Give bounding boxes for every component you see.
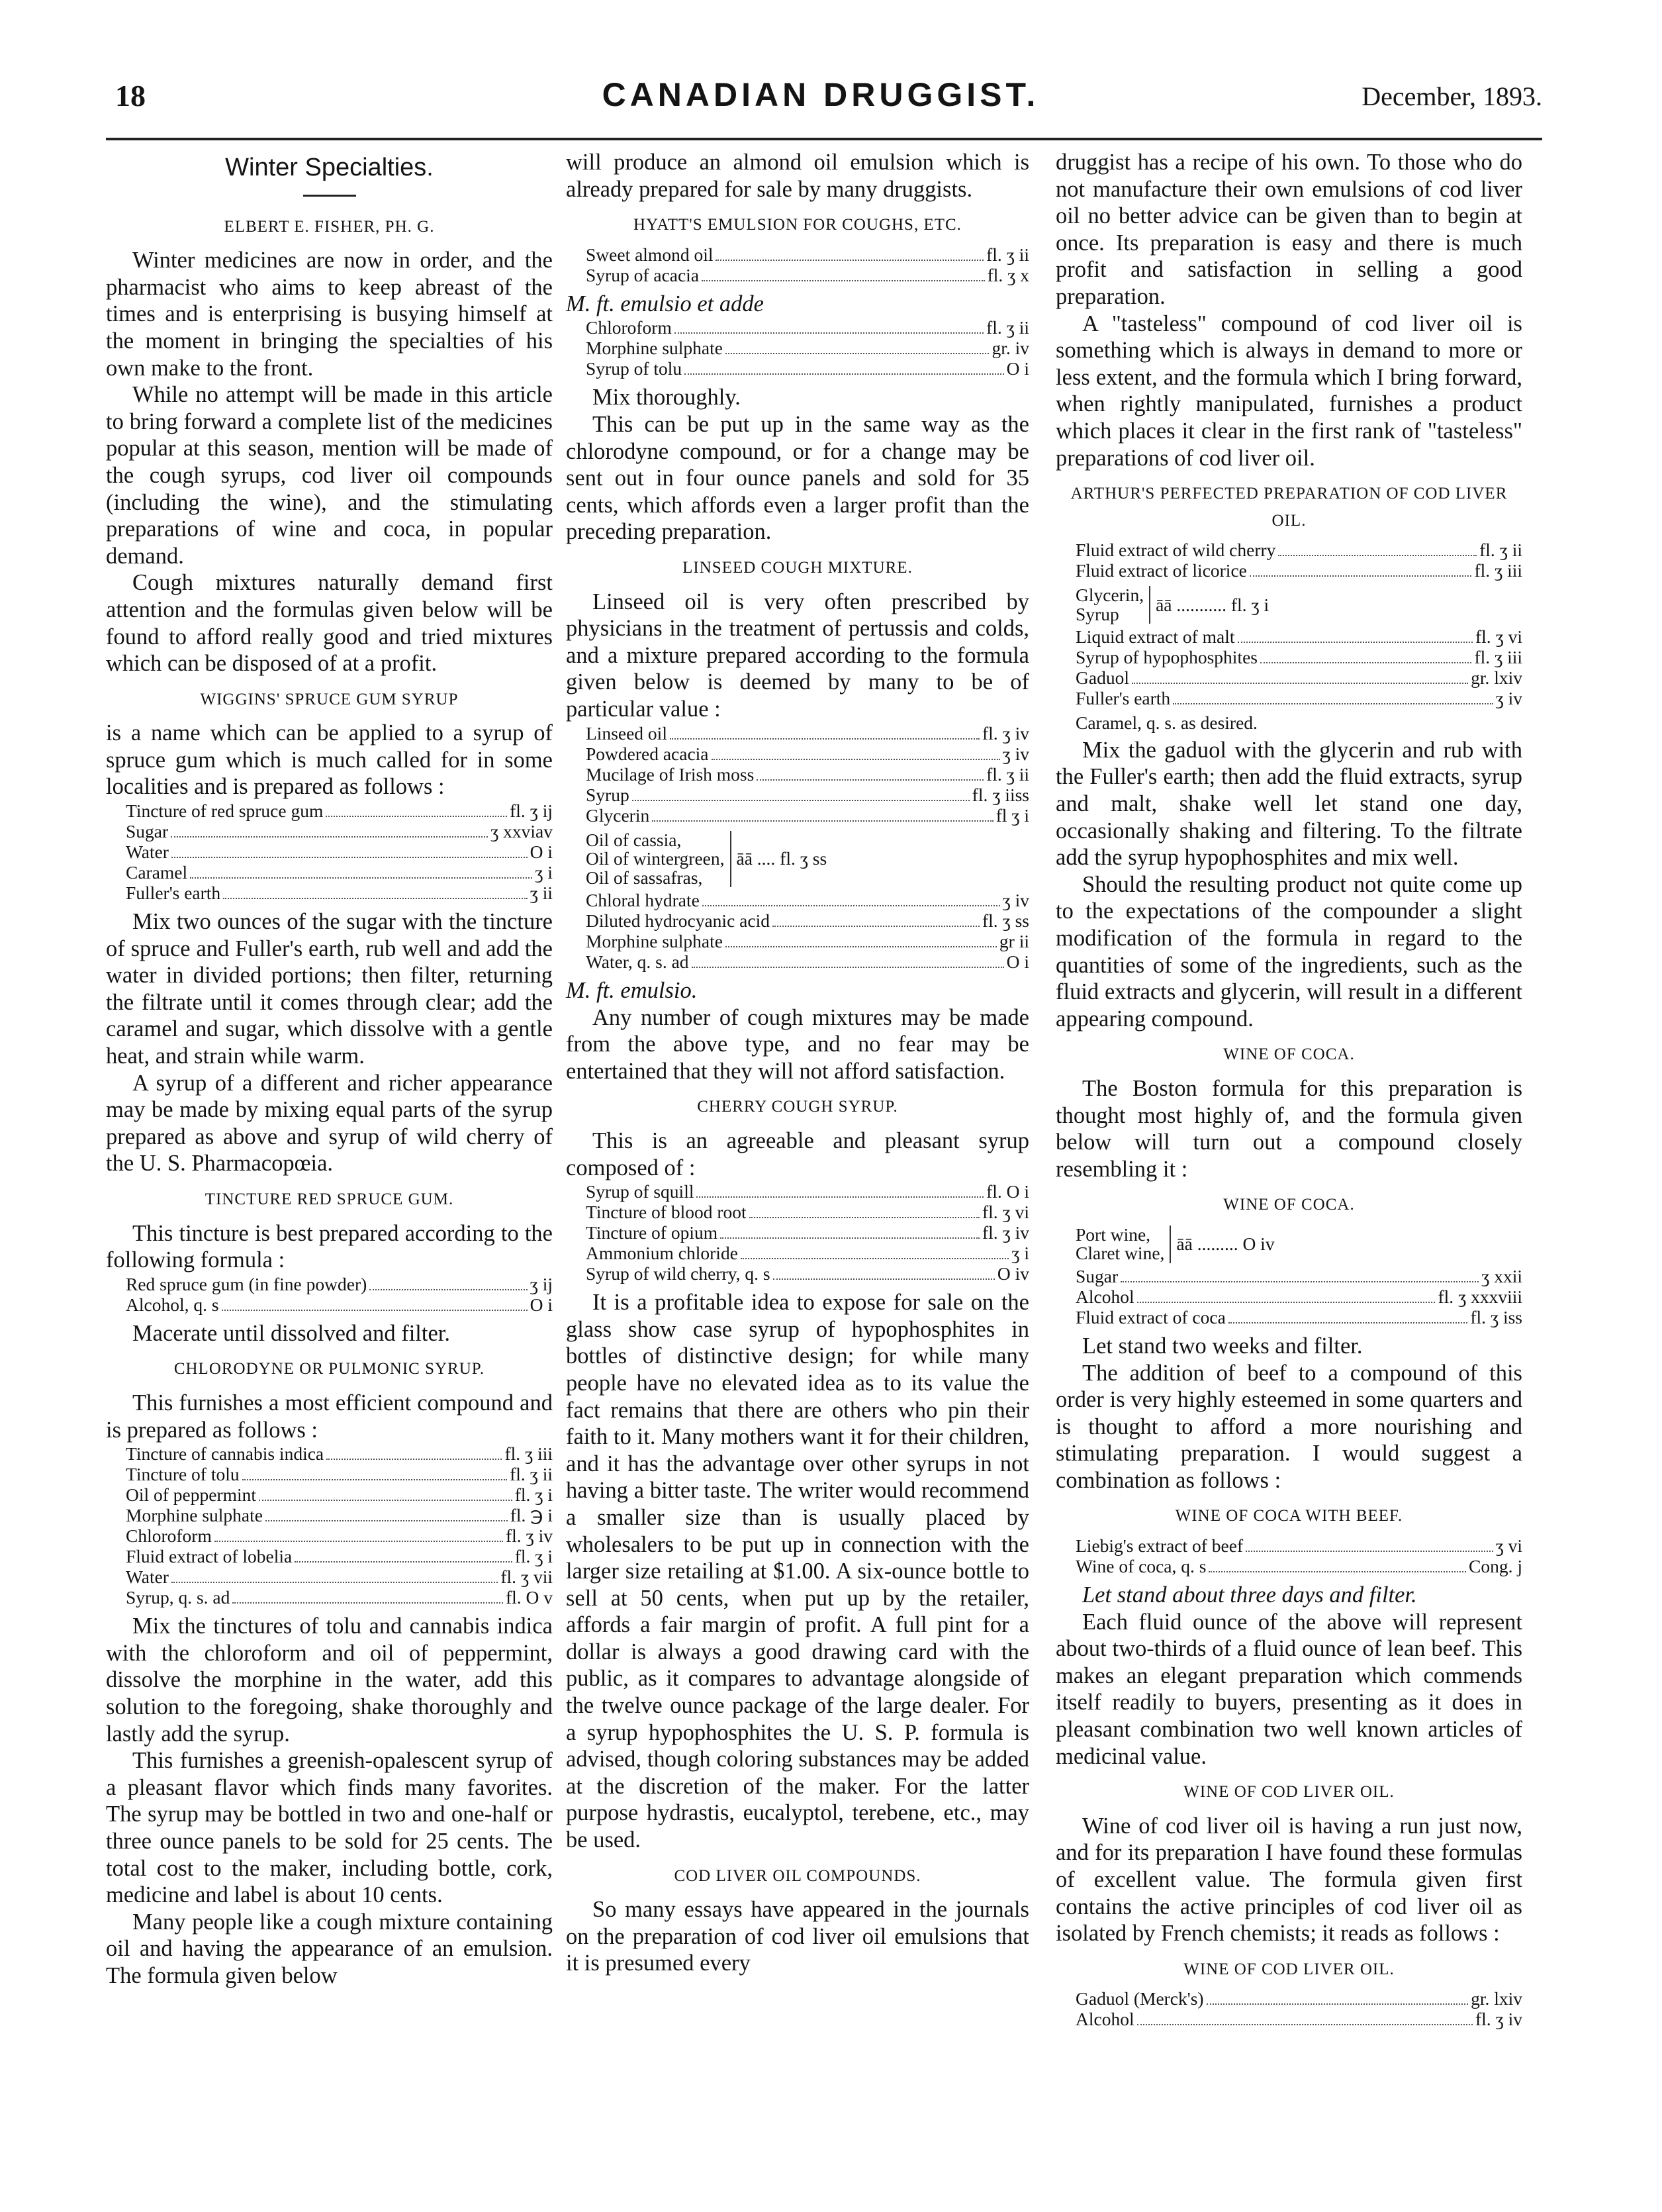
ingredient-name: Fluid extract of licorice (1076, 560, 1247, 581)
dot-leader (1250, 575, 1472, 577)
dot-leader (773, 1278, 995, 1280)
ingredient-name: Water, q. s. ad (586, 951, 689, 972)
formula-note: Caramel, q. s. as desired. (1076, 712, 1258, 734)
ingredient-quantity: fl. ʒ ii (986, 244, 1029, 265)
ingredient-name: Tincture of cannabis indica (126, 1443, 324, 1465)
ingredient-name: Tincture of blood root (586, 1202, 747, 1223)
ingredient-quantity: āā ........... fl. ʒ i (1156, 594, 1270, 615)
formula-chlorodyne (106, 1445, 553, 1609)
ingredient-name: Syrup (586, 784, 629, 805)
ingredient-name: Syrup (1076, 603, 1119, 624)
issue-date: December, 1893. (1362, 81, 1542, 111)
formula-row (1056, 628, 1522, 648)
ingredient-name: Fluid extract of wild cherry (1076, 540, 1276, 561)
formula-row (1056, 1267, 1522, 1288)
section-heading: WIGGINS' SPRUCE GUM SYRUP (200, 690, 459, 708)
ingredient-quantity: fl ʒ i (995, 804, 1029, 826)
header-rule (106, 138, 1542, 140)
dot-leader (171, 836, 488, 838)
formula-row (1056, 2010, 1522, 2031)
brace-group (586, 831, 731, 888)
formula-heading: WINE OF COCA WITH BEEF. (1175, 1507, 1403, 1525)
paragraph: Macerate until dissolved and filter. (132, 1320, 450, 1346)
formula-arthur-brace (1056, 586, 1522, 624)
paragraph: Let stand about three days and filter. (1082, 1582, 1417, 1608)
ingredient-name: Diluted hydrocyanic acid (586, 910, 770, 931)
paragraph: This furnishes a greenish-opalescent syrup of a pleasant flavor which finds many favorites. The syrup may be bottled in two and one-half or three ounce panels to be sold for 25 cents. The total cost to the maker, including bottle, cork, medicine and label is about 10 cents. (106, 1748, 553, 1908)
formula-row (566, 953, 1029, 973)
section-heading: HYATT'S EMULSION FOR COUGHS, ETC. (633, 216, 962, 234)
formula-row (566, 932, 1029, 953)
ingredient-name: Ammonium chloride (586, 1243, 738, 1264)
ingredient-name: Wine of coca, q. s (1076, 1556, 1207, 1577)
formula-row (1056, 1288, 1522, 1308)
formula-row (106, 822, 553, 843)
ingredient-quantity: fl. ʒ ss (982, 910, 1029, 931)
ingredient-quantity: fl. ʒ iv (982, 722, 1029, 744)
dot-leader (1207, 2003, 1469, 2005)
ingredient-quantity: ʒ i (1011, 1243, 1029, 1264)
ingredient-quantity: fl. ʒ vii (500, 1566, 553, 1588)
dot-leader (1260, 662, 1471, 663)
ingredient-quantity: Cong. j (1469, 1556, 1522, 1577)
formula-row (106, 1547, 553, 1568)
formula-beef (1056, 1537, 1522, 1578)
ingredient-name: Oil of wintergreen, (586, 848, 725, 869)
formula-row (106, 1588, 553, 1609)
ingredient-name: Alcohol (1076, 1286, 1134, 1307)
dot-leader (1228, 1322, 1468, 1323)
formula-row (1056, 1308, 1522, 1329)
ingredient-quantity: gr ii (999, 931, 1029, 951)
ingredient-name: Syrup, q. s. ad (126, 1587, 230, 1608)
paragraph: druggist has a recipe of his own. To those who do not manufacture their own emulsions of cod liver oil no better advice can be given than to begin at once. Its preparation is easy and there is much profit and satisfaction in selling a good preparation. (1056, 150, 1522, 309)
formula-coca (1056, 1267, 1522, 1329)
ingredient-quantity: ʒ iv (1002, 890, 1029, 910)
formula-row (566, 1244, 1029, 1265)
ingredient-name: Fuller's earth (126, 883, 221, 904)
formula-row (1056, 669, 1522, 689)
section-heading: WINE OF COCA. (1223, 1045, 1355, 1064)
ingredient-quantity: O i (1006, 951, 1029, 972)
dot-leader (702, 905, 1000, 906)
ingredient-quantity: fl. ʒ ii (1479, 540, 1522, 561)
dot-leader (326, 816, 507, 817)
paragraph: This tincture is best prepared according to the following formula : (106, 1220, 553, 1273)
dot-leader (684, 373, 1003, 375)
paragraph: A "tasteless" compound of cod liver oil is something which is always in demand to more or less extent, and the formula which I bring forward, when rightly manipulated, furnishes a product which places it clear in the first rank of "tasteless" preparations of cod liver oil. (1056, 311, 1522, 471)
section-heading: CHLORODYNE OR PULMONIC SYRUP. (173, 1360, 485, 1378)
ingredient-name: Liebig's extract of beef (1076, 1535, 1244, 1557)
formula-row (566, 318, 1029, 339)
formula-row (1056, 1990, 1522, 2010)
ingredient-quantity: gr. iv (992, 338, 1029, 359)
paragraph: Mix two ounces of the sugar with the tincture of spruce and Fuller's earth, rub well and add the water in divided portions; then filter, returning the filtrate until it comes through clear; add the caramel and sugar, which dissolve with a gentle heat, and strain while warm. (106, 909, 553, 1069)
formula-row (566, 912, 1029, 932)
formula-linseed-brace (566, 831, 1029, 888)
title-divider (303, 195, 356, 197)
ingredient-quantity: fl. O v (505, 1587, 553, 1608)
ingredient-name: Morphine sulphate (126, 1505, 263, 1526)
ingredient-quantity: gr. lxiv (1471, 667, 1522, 689)
ingredient-quantity: fl. ʒ x (987, 264, 1029, 285)
formula-row (106, 1465, 553, 1486)
dot-leader (259, 1500, 512, 1501)
ingredient-name: Liquid extract of malt (1076, 626, 1235, 648)
dot-leader (652, 820, 993, 822)
paragraph: Winter medicines are now in order, and the pharmacist who aims to keep abreast of the times and is enterprising is busying himself at the moment in bringing the specialties of his own make to the front. (106, 248, 553, 381)
formula-row (106, 1275, 553, 1296)
dot-leader (670, 738, 980, 740)
paragraph: will produce an almond oil emulsion which is already prepared for sale by many druggists. (566, 150, 1029, 202)
formula-row (1056, 689, 1522, 710)
formula-row (566, 339, 1029, 360)
formula-heading: WINE OF COD LIVER OIL. (1183, 1960, 1395, 1978)
formula-row (106, 1568, 553, 1588)
formula-arthur-a (1056, 541, 1522, 582)
dot-leader (190, 877, 532, 879)
paragraph: The Boston formula for this preparation is thought most highly of, and the formula given below will turn out a compound closely resembling it : (1056, 1075, 1522, 1182)
paragraph: While no attempt will be made in this article to bring forward a complete list of the medicines popular at this season, mention will be made of the cough syrups, cod liver oil compounds (including the wine), and the stimulating preparations of wine and coca, in popular demand. (106, 382, 553, 569)
dot-leader (242, 1479, 507, 1480)
ingredient-quantity: O i (530, 1294, 553, 1315)
dot-leader (702, 280, 985, 281)
formula-hyatt-b (566, 318, 1029, 380)
ingredient-quantity: fl. ʒ iii (1474, 647, 1522, 668)
ingredient-quantity: ʒ xxii (1481, 1265, 1522, 1286)
ingredient-name: Tincture of red spruce gum (126, 800, 324, 822)
ingredient-quantity: fl. ʒ ij (510, 800, 553, 822)
formula-row (1056, 1537, 1522, 1557)
brace-group (1076, 586, 1150, 624)
paragraph: It is a profitable idea to expose for sale on the glass show case syrup of hypophosphites in bottles of distinctive design; for while many people have no elevated idea as to its value the fact remains that there are others who pin their faith to it. Many mothers want it for their children, and it has the advantage over other syrups in not having a bitter taste. The writer would recommend a smaller size than is usually placed by wholesalers to be put up in connection with the larger size retailing at $1.00. A six-ounce bottle to sell at 50 cents, when put up by the retailer, affords a fair margin of profit. A full pint for a dollar is always a good drawing card with the public, as it compares to advantage alongside of the twelve ounce package of the large dealer. For a syrup hypophosphites the U. S. P. formula is advised, though coloring substances may be added at the discretion of the maker. For the latter purpose hydrastis, eucalyptol, terebene, etc., may be used. (566, 1290, 1029, 1853)
ingredient-name: Caramel (126, 862, 188, 883)
formula-row (566, 745, 1029, 765)
ingredient-quantity: fl. ʒ iiss (972, 784, 1029, 805)
ingredient-name: Fluid extract of lobelia (126, 1546, 293, 1567)
ingredient-quantity: ʒ iv (1002, 743, 1029, 764)
ingredient-quantity: ʒ ii (530, 883, 553, 904)
ingredient-name: Port wine, (1076, 1224, 1151, 1245)
formula-heading: WINE OF COCA. (1223, 1196, 1355, 1214)
formula-codwine (1056, 1990, 1522, 2031)
dot-leader (171, 1582, 498, 1583)
column-2 (566, 149, 1029, 1977)
dot-leader (696, 1196, 984, 1198)
paragraph: This can be put up in the same way as the chlorodyne compound, or for a change may be sent out in four ounce panels and sold for 35 cents, which affords even a larger profit than the preceding preparation. (566, 411, 1029, 545)
formula-row (566, 1265, 1029, 1285)
ingredient-quantity: ʒ vi (1495, 1535, 1522, 1557)
ingredient-quantity: fl. ʒ ii (986, 317, 1029, 338)
ingredient-quantity: fl. ʒ iv (1475, 2009, 1522, 2030)
ingredient-name: Chloral hydrate (586, 890, 700, 910)
dot-leader (712, 759, 1000, 760)
formula-linseed-a (566, 724, 1029, 827)
dot-leader (716, 260, 984, 261)
formula-row (566, 1203, 1029, 1224)
formula-direction: M. ft. emulsio. (566, 978, 698, 1003)
ingredient-name: Sugar (126, 821, 169, 842)
dot-leader (720, 1237, 980, 1239)
ingredient-name: Syrup of squill (586, 1181, 694, 1202)
ingredient-name: Mucilage of Irish moss (586, 763, 755, 785)
ingredient-quantity: ʒ iv (1495, 688, 1522, 709)
formula-row (566, 1224, 1029, 1244)
journal-title: CANADIAN DRUGGIST. (602, 76, 1040, 113)
formula-row (106, 1506, 553, 1527)
ingredient-name: Alcohol, q. s (126, 1294, 219, 1315)
ingredient-name: Tincture of opium (586, 1222, 718, 1243)
dot-leader (749, 1217, 980, 1218)
ingredient-quantity: fl. ʒ i (514, 1546, 553, 1567)
section-heading: CHERRY COUGH SYRUP. (697, 1098, 898, 1116)
page-number: 18 (115, 79, 146, 113)
ingredient-quantity: O i (530, 842, 553, 863)
ingredient-quantity: fl. ʒ iv (505, 1525, 553, 1547)
ingredient-name: Glycerin, (1076, 585, 1144, 606)
dot-leader (757, 779, 984, 781)
formula-row (106, 1527, 553, 1547)
dot-leader (223, 898, 527, 899)
ingredient-name: Morphine sulphate (586, 338, 723, 359)
section-heading: TINCTURE RED SPRUCE GUM. (205, 1190, 454, 1208)
paragraph: is a name which can be applied to a syrup of spruce gum which is much called for in some localities and is prepared as follows : (106, 720, 553, 800)
formula-row (566, 765, 1029, 786)
ingredient-quantity: fl. ʒ iv (982, 1222, 1029, 1243)
ingredient-quantity: ʒ i (535, 862, 553, 883)
section-heading: ARTHUR'S PERFECTED PREPARATION OF COD LIVER OIL. (1070, 485, 1508, 530)
ingredient-name: Water (126, 842, 169, 863)
paragraph: Many people like a cough mixture containing oil and having the appearance of an emulsion. The formula given below (106, 1909, 553, 1988)
dot-leader (1278, 555, 1477, 556)
ingredient-quantity: fl. ʒ vi (982, 1202, 1029, 1223)
formula-row (106, 863, 553, 884)
dot-leader (692, 967, 1004, 968)
ingredient-quantity: fl. ʒ iii (1474, 560, 1522, 581)
formula-row (566, 786, 1029, 806)
ingredient-quantity: fl. ʒ iii (504, 1443, 553, 1465)
formula-row (566, 806, 1029, 827)
ingredient-name: Syrup of tolu (586, 358, 682, 379)
dot-leader (1173, 703, 1493, 704)
paragraph: Each fluid ounce of the above will represent about two-thirds of a fluid ounce of lean beef. This makes an elegant preparation which commends itself readily to buyers, presenting as it does in pleasant combination two well known articles of medicinal value. (1056, 1609, 1522, 1769)
paragraph: Mix thoroughly. (592, 385, 741, 410)
section-heading: WINE OF COD LIVER OIL. (1183, 1783, 1395, 1802)
dot-leader (1132, 683, 1468, 684)
dot-leader (326, 1459, 502, 1460)
dot-leader (1137, 1302, 1436, 1303)
paragraph: Any number of cough mixtures may be made from the above type, and no fear may be entertained that they will not afford satisfaction. (566, 1004, 1029, 1084)
page-header (99, 73, 1542, 126)
dot-leader (674, 332, 984, 334)
ingredient-name: Fluid extract of coca (1076, 1306, 1226, 1327)
dot-leader (1246, 1551, 1493, 1552)
ingredient-quantity: fl. ʒ ii (510, 1464, 553, 1485)
dot-leader (232, 1602, 503, 1604)
column-3 (1056, 149, 1522, 2035)
ingredient-name: Alcohol (1076, 2009, 1134, 2030)
ingredient-name: Linseed oil (586, 722, 667, 744)
ingredient-name: Tincture of tolu (126, 1464, 240, 1485)
ingredient-name: Syrup of hypophosphites (1076, 647, 1258, 668)
brace-group (1076, 1226, 1171, 1263)
dot-leader (214, 1541, 503, 1542)
paragraph: This furnishes a most efficient compound and is prepared as follows : (106, 1390, 553, 1443)
dot-leader (369, 1289, 527, 1290)
ingredient-name: Chloroform (586, 317, 672, 338)
dot-leader (171, 857, 528, 858)
paragraph: Cough mixtures naturally demand first attention and the formulas given below will be found to afford really good and tried mixtures which can be disposed of at a profit. (106, 570, 553, 677)
dot-leader (1121, 1281, 1479, 1282)
ingredient-quantity: āā .... fl. ʒ ss (736, 848, 827, 869)
formula-arthur-b (1056, 628, 1522, 710)
ingredient-quantity: gr. lxiv (1471, 1988, 1522, 2009)
paragraph: Let stand two weeks and filter. (1082, 1333, 1363, 1359)
ingredient-name: Glycerin (586, 804, 650, 826)
ingredient-name: Oil of cassia, (586, 829, 682, 850)
ingredient-name: Chloroform (126, 1525, 212, 1547)
dot-leader (1137, 2024, 1473, 2025)
author-byline: ELBERT E. FISHER, PH. G. (224, 217, 435, 236)
formula-row (106, 1445, 553, 1465)
paragraph: This is an agreeable and pleasant syrup composed of : (566, 1128, 1029, 1180)
formula-row (1056, 541, 1522, 561)
formula-row (106, 802, 553, 822)
ingredient-name: Sugar (1076, 1265, 1119, 1286)
ingredient-name: Gaduol (Merck's) (1076, 1988, 1204, 2009)
dot-leader (632, 800, 970, 801)
column-1 (106, 149, 553, 1989)
ingredient-name: Gaduol (1076, 667, 1129, 689)
ingredient-quantity: fl. ℈ i (510, 1505, 553, 1526)
ingredient-quantity: fl. ʒ ii (986, 763, 1029, 785)
paragraph: Should the resulting product not quite come up to the expectations of the compounder a slight modification of the formula in regard to the quantities of some of the ingredients, such as the fluid extracts and glycerin, will result in a different appearing compound. (1056, 871, 1522, 1032)
ingredient-name: Oil of peppermint (126, 1484, 257, 1506)
section-heading: LINSEED COUGH MIXTURE. (682, 558, 913, 577)
formula-linseed-b (566, 891, 1029, 973)
formula-hyatt-a (566, 246, 1029, 287)
formula-row (566, 891, 1029, 912)
ingredient-name: Oil of sassafras, (586, 867, 703, 888)
dot-leader (725, 946, 997, 947)
dot-leader (741, 1258, 1009, 1259)
formula-row (106, 1296, 553, 1316)
dot-leader (725, 353, 989, 354)
ingredient-name: Morphine sulphate (586, 931, 723, 951)
formula-row (566, 266, 1029, 287)
dot-leader (1238, 642, 1473, 643)
paragraph: Mix the gaduol with the glycerin and rub with the Fuller's earth; then add the fluid extracts, syrup and malt, shake well let stand one day, occasionally shaking and filtering. To the filtrate add the syrup hypophosphites and mix well. (1056, 737, 1522, 871)
ingredient-name: Claret wine, (1076, 1243, 1165, 1264)
article-title: Winter Specialties. (225, 154, 434, 181)
formula-row (1056, 648, 1522, 669)
formula-row (106, 1486, 553, 1506)
paragraph: Mix the tinctures of tolu and cannabis indica with the chloroform and oil of peppermint, dissolve the morphine in the water, add this solution to the foregoing, shake thoroughly and lastly add the syrup. (106, 1613, 553, 1747)
ingredient-name: Powdered acacia (586, 743, 709, 764)
ingredient-quantity: fl. ʒ i (514, 1484, 553, 1506)
formula-row (566, 1182, 1029, 1203)
ingredient-quantity: āā ......... O iv (1176, 1233, 1275, 1255)
formula-row (566, 360, 1029, 380)
dot-leader (265, 1520, 508, 1521)
formula-row (1056, 1557, 1522, 1578)
formula-row (106, 843, 553, 863)
formula-wiggins (106, 802, 553, 904)
dot-leader (772, 926, 980, 927)
formula-row (566, 724, 1029, 745)
section-heading: COD LIVER OIL COMPOUNDS. (674, 1866, 921, 1885)
ingredient-name: Red spruce gum (in fine powder) (126, 1273, 367, 1294)
ingredient-quantity: O i (1006, 358, 1029, 379)
ingredient-quantity: ʒ ij (530, 1273, 553, 1294)
ingredient-name: Fuller's earth (1076, 688, 1171, 709)
formula-row (1056, 561, 1522, 582)
ingredient-quantity: ʒ xxviav (490, 821, 553, 842)
paragraph: Wine of cod liver oil is having a run just now, and for its preparation I have found these formulas of excellent value. The formula given first contains the active principles of cod liver oil as isolated by French chemists; it reads as follows : (1056, 1813, 1522, 1947)
ingredient-quantity: fl. ʒ vi (1475, 626, 1522, 648)
formula-row (566, 246, 1029, 266)
ingredient-name: Water (126, 1566, 169, 1588)
formula-coca-brace (1056, 1226, 1522, 1263)
ingredient-quantity: fl. O i (986, 1181, 1029, 1202)
dot-leader (295, 1561, 512, 1563)
ingredient-name: Syrup of acacia (586, 264, 700, 285)
formula-tincture (106, 1275, 553, 1316)
paragraph: So many essays have appeared in the journals on the preparation of cod liver oil emulsions that it is presumed every (566, 1897, 1029, 1976)
ingredient-quantity: O iv (997, 1263, 1029, 1284)
paragraph: Linseed oil is very often prescribed by physicians in the treatment of pertussis and colds, and a mixture prepared according to the formula given below is deemed by many to be of particular value : (566, 589, 1029, 722)
ingredient-name: Sweet almond oil (586, 244, 714, 265)
ingredient-quantity: fl. ʒ iss (1470, 1306, 1522, 1327)
dot-leader (222, 1310, 528, 1311)
formula-row (106, 884, 553, 904)
ingredient-quantity: fl. ʒ xxxviii (1438, 1286, 1522, 1307)
paragraph: A syrup of a different and richer appearance may be made by mixing equal parts of the syrup prepared as above and syrup of wild cherry of the U. S. Pharmacopœia. (106, 1070, 553, 1177)
formula-direction: M. ft. emulsio et adde (566, 291, 764, 316)
paragraph: The addition of beef to a compound of this order is very highly esteemed in some quarters and is thought to afford a more nourishing and stimulating preparation. I would suggest a combination as follows : (1056, 1360, 1522, 1493)
dot-leader (1209, 1571, 1466, 1572)
ingredient-name: Syrup of wild cherry, q. s (586, 1263, 770, 1284)
formula-cherry (566, 1182, 1029, 1285)
